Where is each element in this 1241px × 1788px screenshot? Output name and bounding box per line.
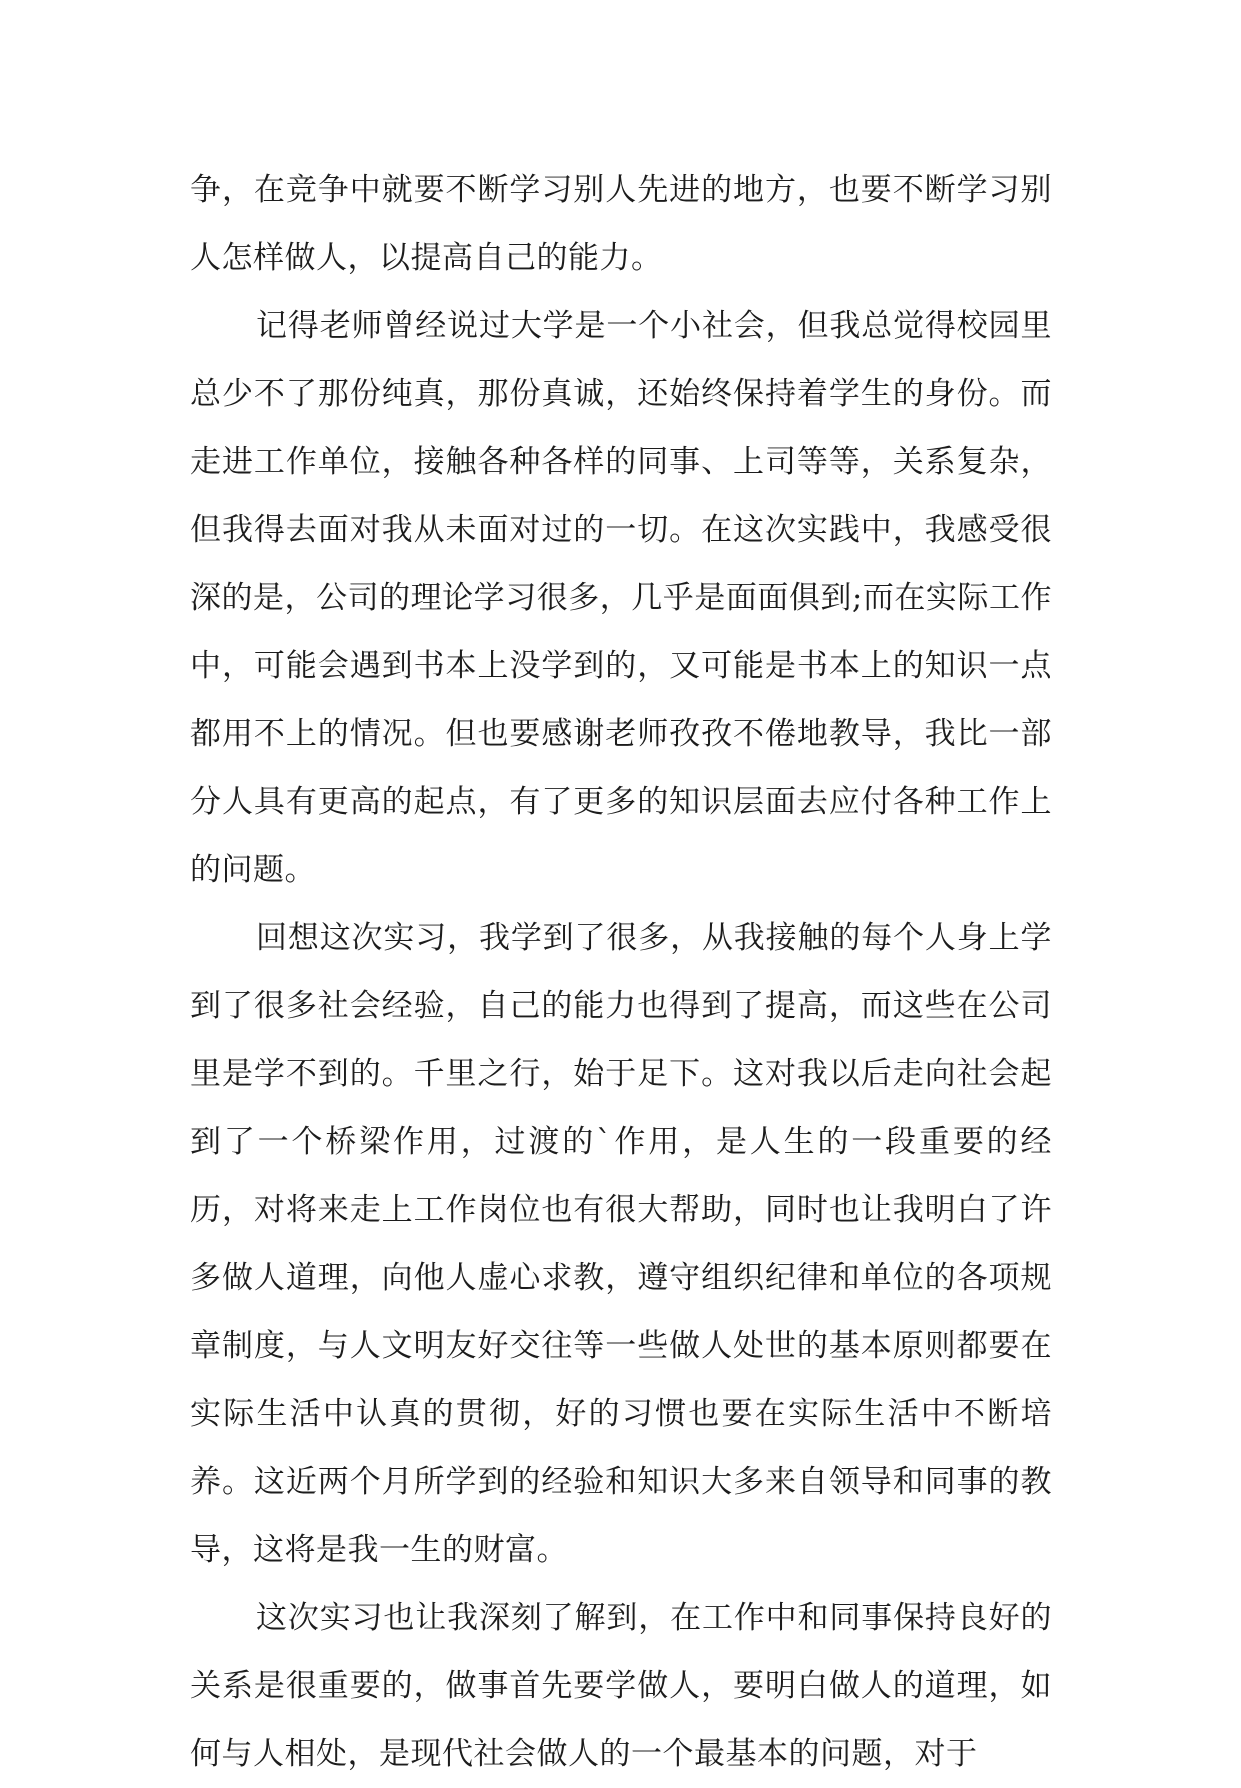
document-body — [190, 156, 1052, 1788]
paragraph: 记得老师曾经说过大学是一个小社会，但我总觉得校园里总少不了那份纯真，那份真诚，还始终保持着学生的身份。而走进工作单位，接触各种各样的同事、上司等等，关系复杂，但我得去面对我从未面对过的一切。在这次实践中，我感受很深的是，公司的理论学习很多，几乎是面面俱到;而在实际工作中，可能会遇到书本上没学到的，又可能是书本上的知识一点都用不上的情况。但也要感谢老师孜孜不倦地教导，我比一部分人具有更高的起点，有了更多的知识层面去应付各种工作上的问题。 — [190, 308, 1052, 888]
paragraph: 争，在竞争中就要不断学习别人先进的地方，也要不断学习别人怎样做人，以提高自己的能力。 — [190, 172, 1052, 276]
paragraph: 这次实习也让我深刻了解到，在工作中和同事保持良好的关系是很重要的，做事首先要学做人，要明白做人的道理，如何与人相处，是现代社会做人的一个最基本的问题，对于 — [190, 1600, 1052, 1772]
paragraph: 回想这次实习，我学到了很多，从我接触的每个人身上学到了很多社会经验，自己的能力也得到了提高，而这些在公司里是学不到的。千里之行，始于足下。这对我以后走向社会起到了一个桥梁作用，过渡的`作用，是人生的一段重要的经历，对将来走上工作岗位也有很大帮助，同时也让我明白了许多做人道理，向他人虚心求教，遵守组织纪律和单位的各项规章制度，与人文明友好交往等一些做人处世的基本原则都要在实际生活中认真的贯彻，好的习惯也要在实际生活中不断培养。这近两个月所学到的经验和知识大多来自领导和同事的教导，这将是我一生的财富。 — [190, 920, 1052, 1568]
